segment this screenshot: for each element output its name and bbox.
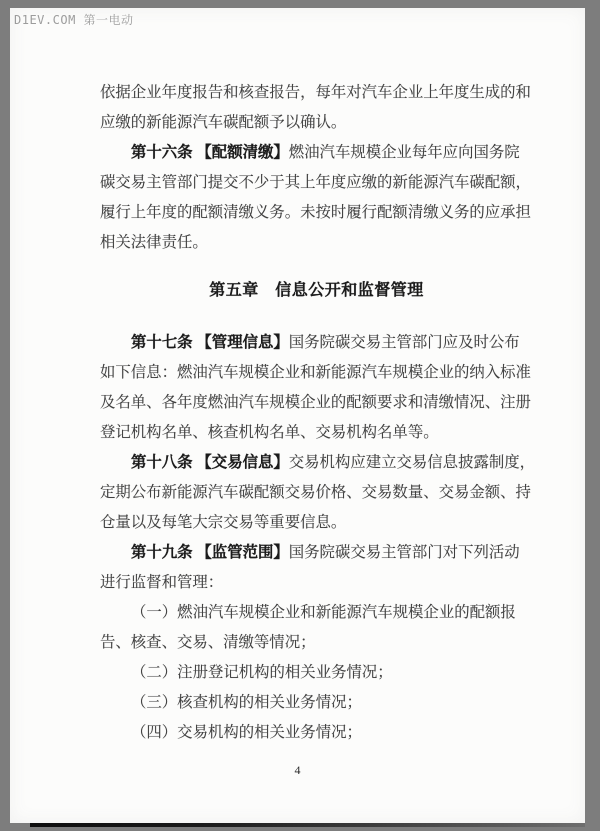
body-text: 定期公布新能源汽车碳配额交易价格、交易数量、交易金额、持 <box>100 484 531 501</box>
body-text: 相关法律责任。 <box>100 234 208 251</box>
text-line <box>100 198 533 228</box>
body-text: （一）燃油汽车规模企业和新能源汽车规模企业的配额报 <box>131 604 516 621</box>
body-text: （二）注册登记机构的相关业务情况； <box>131 664 393 681</box>
page-bottom-edge-shadow <box>30 823 585 827</box>
body-text: 登记机构名单、核查机构名单、交易机构名单等。 <box>100 424 439 441</box>
list-item-line <box>100 688 533 718</box>
body-text: 应缴的新能源汽车碳配额予以确认。 <box>100 114 347 131</box>
text-line <box>100 78 533 108</box>
article-16-title: 第十六条 【配额清缴】 <box>131 144 289 161</box>
page-number: 4 <box>294 763 301 777</box>
text-line <box>100 478 533 508</box>
document-body <box>100 78 536 748</box>
list-item-line <box>100 718 533 748</box>
text-line <box>100 388 533 418</box>
chapter-heading: 第五章 信息公开和监督管理 <box>209 282 424 299</box>
article-17-title: 第十七条 【管理信息】 <box>131 334 289 351</box>
text-line <box>100 328 533 358</box>
body-text: （四）交易机构的相关业务情况； <box>131 724 362 741</box>
body-text: 国务院碳交易主管部门对下列活动 <box>288 544 520 561</box>
text-line <box>100 108 533 138</box>
text-line <box>100 138 533 168</box>
body-text: 告、核查、交易、清缴等情况； <box>100 634 316 651</box>
document-page <box>10 8 585 823</box>
body-text: （三）核查机构的相关业务情况； <box>131 694 362 711</box>
body-text: 燃油汽车规模企业每年应向国务院 <box>288 144 520 161</box>
text-line <box>100 568 533 598</box>
body-text: 进行监督和管理： <box>100 574 224 591</box>
text-line <box>100 508 533 538</box>
body-text: 碳交易主管部门提交不少于其上年度应缴的新能源汽车碳配额， <box>100 174 531 191</box>
body-text: 依据企业年度报告和核查报告，每年对汽车企业上年度生成的和 <box>100 84 531 101</box>
body-text: 及名单、各年度燃油汽车规模企业的配额要求和清缴情况、注册 <box>100 394 531 411</box>
body-text: 如下信息：燃油汽车规模企业和新能源汽车规模企业的纳入标准 <box>100 364 531 381</box>
body-text: 仓量以及每笔大宗交易等重要信息。 <box>100 514 347 531</box>
text-line <box>100 168 533 198</box>
text-line <box>100 418 533 448</box>
article-18-title: 第十八条 【交易信息】 <box>131 454 289 471</box>
list-item-line <box>100 598 533 628</box>
text-line <box>100 538 533 568</box>
text-line <box>100 448 536 478</box>
body-text: 履行上年度的配额清缴义务。未按时履行配额清缴义务的应承担 <box>100 204 531 221</box>
article-19-title: 第十九条 【监管范围】 <box>131 544 289 561</box>
text-line <box>100 358 533 388</box>
body-text: 交易机构应建立交易信息披露制度， <box>288 454 536 471</box>
watermark-text: D1EV.COM 第一电动 <box>14 13 134 27</box>
text-line <box>100 228 533 258</box>
body-text: 国务院碳交易主管部门应及时公布 <box>288 334 520 351</box>
list-item-line <box>100 658 533 688</box>
text-line <box>100 628 533 658</box>
